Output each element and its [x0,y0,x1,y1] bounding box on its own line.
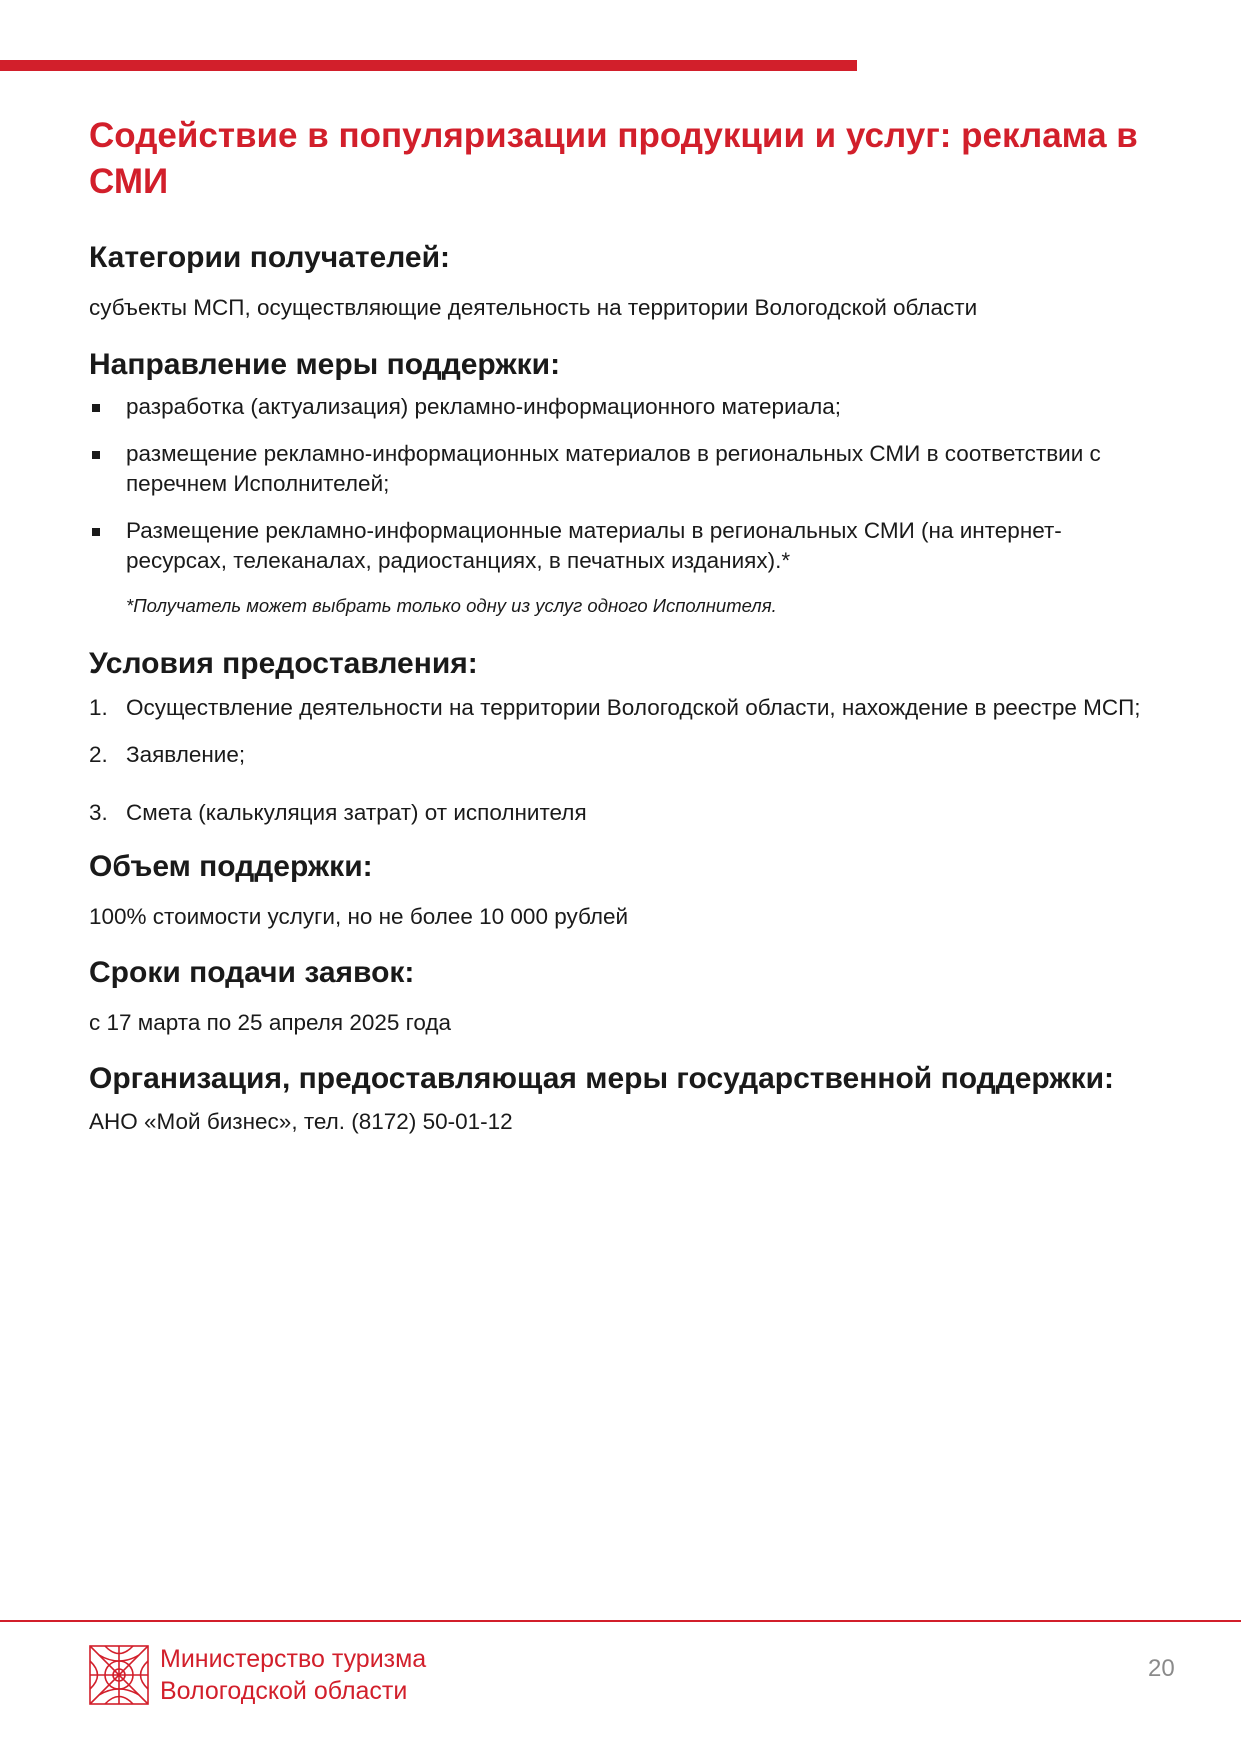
footer-divider [0,1620,1241,1622]
page-title: Содействие в популяризации продукции и услуг: реклама в СМИ [89,116,1138,201]
conditions-list [89,693,1149,828]
list-item-text: размещение рекламно-информационных материалов в региональных СМИ в соответствии с перечнем Исполнителей; [126,441,1101,496]
list-item [89,392,1149,422]
list-item-number: 1. [89,695,108,720]
recipients-heading: Категории получателей: [89,241,451,274]
list-item-text: Заявление; [126,742,246,767]
volume-text: 100% стоимости услуги, но не более 10 000 рублей [89,904,629,929]
list-item [89,516,1149,576]
list-item-text: Осуществление деятельности на территории Вологодской области, нахождение в реестре МСП; [126,695,1141,720]
list-item [89,693,1149,723]
page-number: 20 [1148,1655,1175,1682]
list-item-text: Размещение рекламно-информационные материалы в региональных СМИ (на интернет-ресурсах, телеканалах, радиостанциях, в печатных изданиях).* [126,518,1062,573]
direction-footnote: *Получатель может выбрать только одну из услуг одного Исполнителя. [126,595,777,616]
terms-heading: Сроки подачи заявок: [89,956,415,989]
list-item [89,740,1149,770]
square-bullet-icon [92,528,100,536]
top-accent-bar [0,60,857,71]
list-item-number: 3. [89,800,108,825]
direction-heading: Направление меры поддержки: [89,348,561,381]
organization-heading: Организация, предоставляющая меры государственной поддержки: [89,1062,1115,1095]
list-item-text: Смета (калькуляция затрат) от исполнителя [126,800,587,825]
list-item-number: 2. [89,742,108,767]
organization-value: АНО «Мой бизнес», тел. (8172) 50-01-12 [89,1109,513,1134]
ministry-logo-icon [89,1645,149,1705]
footer-org-line: Министерство туризма [160,1645,427,1673]
conditions-heading: Условия предоставления: [89,647,478,680]
footer-org-line: Вологодской области [160,1677,408,1705]
list-item-text: разработка (актуализация) рекламно-информационного материала; [126,394,842,419]
recipients-text: субъекты МСП, осуществляющие деятельность на территории Вологодской области [89,295,978,320]
list-item [89,798,1149,828]
organization-block [89,1058,1149,1142]
page-content [89,113,1149,1142]
list-item [89,439,1149,499]
square-bullet-icon [92,451,100,459]
volume-heading: Объем поддержки: [89,850,373,883]
square-bullet-icon [92,404,100,412]
footer-organization [160,1643,426,1707]
direction-list [89,392,1149,576]
terms-text: с 17 марта по 25 апреля 2025 года [89,1010,452,1035]
